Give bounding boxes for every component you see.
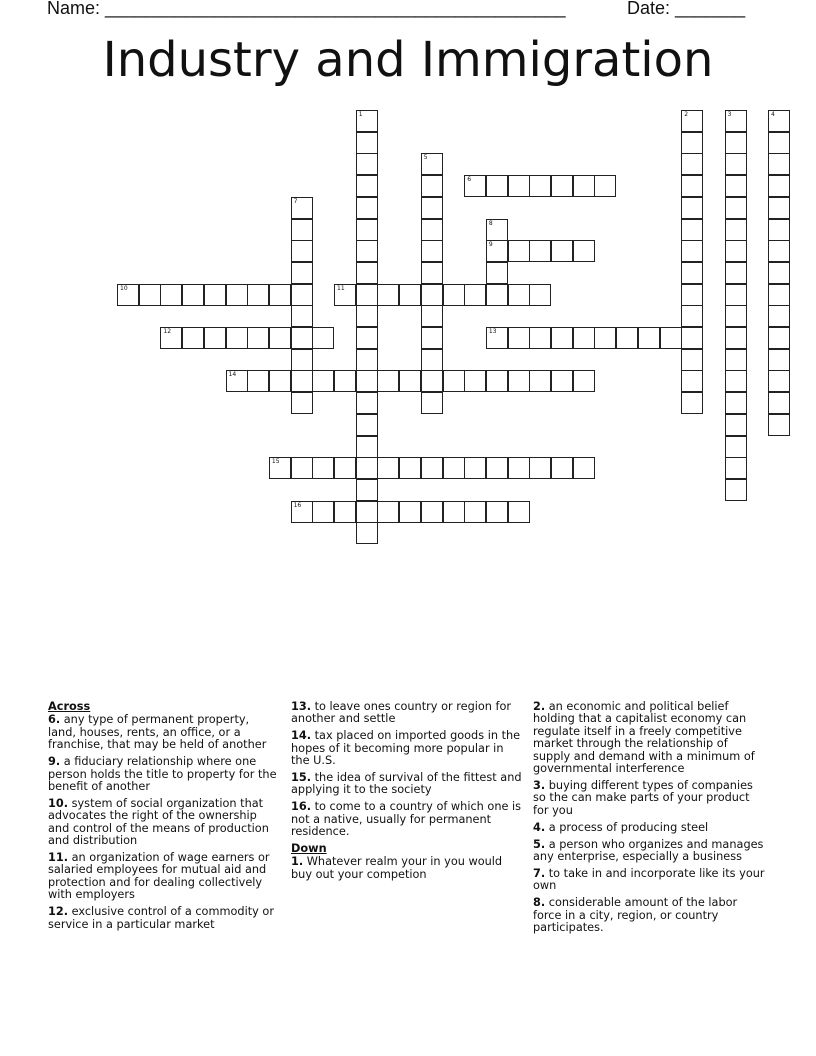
grid-cell[interactable] [421,284,443,306]
cell-number: 3 [727,111,732,118]
grid-cell[interactable] [681,392,703,414]
clues-column-3 [533,701,765,939]
grid-cell[interactable] [421,327,443,349]
grid-cell[interactable] [768,197,790,219]
grid-cell[interactable] [681,327,703,349]
grid-cell[interactable] [725,327,747,349]
grid-cell[interactable] [356,197,378,219]
grid-cell[interactable] [508,370,530,392]
grid-cell[interactable] [594,175,616,197]
grid-cell[interactable] [486,284,508,306]
cell-number: 12 [163,328,172,335]
clue-down-4 [533,822,765,834]
clue-text: the idea of survival of the fittest and applying it to the society [291,771,522,797]
cell-number: 5 [423,154,428,162]
clue-across-6 [48,714,280,751]
clue-number: 4. [533,820,546,834]
clue-number: 15. [291,771,312,785]
grid-cell[interactable] [681,110,703,132]
grid-cell[interactable] [334,501,356,523]
clue-across-14 [291,730,523,767]
grid-cell[interactable] [226,370,248,392]
grid-cell[interactable] [312,327,334,349]
grid-cell[interactable] [247,370,269,392]
grid-cell[interactable] [551,175,573,197]
grid-cell[interactable] [226,284,248,306]
clue-number: 6. [48,713,61,727]
grid-cell[interactable] [356,219,378,241]
grid-cell[interactable] [377,370,399,392]
grid-cell[interactable] [356,522,378,544]
cell-number: 1 [358,111,363,118]
grid-cell[interactable] [725,110,747,132]
clue-text: exclusive control of a commodity or service in a particular market [48,905,274,931]
grid-cell[interactable] [616,327,638,349]
across-heading: Across [48,700,91,713]
clue-text: Whatever realm your in you would buy out your competion [291,855,503,881]
grid-cell[interactable] [725,153,747,175]
clue-down-1 [291,856,523,881]
grid-cell[interactable] [681,197,703,219]
grid-cell[interactable] [551,327,573,349]
grid-cell[interactable] [291,349,313,371]
grid-cell[interactable] [508,240,530,262]
grid-cell[interactable] [421,153,443,175]
grid-cell[interactable] [356,284,378,306]
grid-cell[interactable] [204,284,226,306]
grid-cell[interactable] [486,240,508,262]
clue-number: 14. [291,729,312,743]
grid-cell[interactable] [464,284,486,306]
name-field[interactable]: Name: ______________________________________________ [47,0,566,18]
clue-number: 2. [533,700,546,713]
grid-cell[interactable] [529,370,551,392]
grid-cell[interactable] [356,262,378,284]
grid-cell[interactable] [725,240,747,262]
clue-across-16 [291,801,523,838]
grid-cell[interactable] [464,501,486,523]
grid-cell[interactable] [464,175,486,197]
grid-cell[interactable] [139,284,161,306]
grid-cell[interactable] [486,370,508,392]
grid-cell[interactable] [508,284,530,306]
grid-cell[interactable] [421,370,443,392]
cell-number: 15 [271,458,280,466]
grid-cell[interactable] [725,392,747,414]
grid-cell[interactable] [768,349,790,371]
grid-cell[interactable] [356,240,378,262]
grid-cell[interactable] [573,327,595,349]
grid-cell[interactable] [182,327,204,349]
grid-cell[interactable] [421,392,443,414]
grid-cell[interactable] [356,414,378,436]
grid-cell[interactable] [725,132,747,154]
grid-cell[interactable] [768,414,790,436]
grid-cell[interactable] [247,284,269,306]
clue-text: to leave ones country or region for another and settle [291,700,512,726]
grid-cell[interactable] [768,132,790,154]
grid-cell[interactable] [334,370,356,392]
clue-text: to come to a country of which one is not a native, usually for permanent residence. [291,800,522,839]
grid-cell[interactable] [551,457,573,479]
page-title: Industry and Immigration [102,32,714,88]
grid-cell[interactable] [269,284,291,306]
clue-text: system of social organization that advocates the right of the ownership and control of the means of production and distribution [48,796,269,848]
grid-cell[interactable] [269,457,291,479]
grid-cell[interactable] [681,370,703,392]
grid-cell[interactable] [768,305,790,327]
grid-cell[interactable] [356,392,378,414]
clue-number: 3. [533,778,546,792]
grid-cell[interactable] [291,392,313,414]
grid-cell[interactable] [356,327,378,349]
grid-cell[interactable] [638,327,660,349]
cell-number: 9 [488,241,493,249]
grid-cell[interactable] [725,479,747,501]
clue-number: 16. [291,800,312,814]
grid-cell[interactable] [551,370,573,392]
grid-cell[interactable] [573,370,595,392]
grid-cell[interactable] [725,457,747,479]
grid-cell[interactable] [725,175,747,197]
grid-cell[interactable] [768,284,790,306]
grid-cell[interactable] [464,370,486,392]
grid-cell[interactable] [312,501,334,523]
grid-cell[interactable] [356,457,378,479]
grid-cell[interactable] [421,501,443,523]
grid-cell[interactable] [464,457,486,479]
grid-cell[interactable] [768,110,790,132]
grid-cell[interactable] [486,219,508,241]
grid-cell[interactable] [421,262,443,284]
grid-cell[interactable] [681,284,703,306]
grid-cell[interactable] [334,284,356,306]
grid-cell[interactable] [529,240,551,262]
clue-text: a process of producing steel [548,820,709,834]
grid-cell[interactable] [269,370,291,392]
grid-cell[interactable] [312,370,334,392]
cell-number: 11 [337,284,345,292]
grid-cell[interactable] [529,175,551,197]
grid-cell[interactable] [291,501,313,523]
clue-across-15 [291,772,523,797]
grid-cell[interactable] [356,436,378,458]
clue-text: an organization of wage earners or salaried employees for mutual aid and protection and for dealing collectively with employers [48,850,270,902]
grid-cell[interactable] [117,284,139,306]
grid-cell[interactable] [551,240,573,262]
clue-text: a fiduciary relationship where one person holds the title to property for the benefit of another [48,755,277,793]
grid-cell[interactable] [399,501,421,523]
grid-cell[interactable] [486,327,508,349]
grid-cell[interactable] [725,414,747,436]
grid-cell[interactable] [681,262,703,284]
grid-cell[interactable] [356,175,378,197]
cell-number: 6 [467,176,472,184]
cell-number: 8 [488,219,493,227]
grid-cell[interactable] [681,349,703,371]
grid-cell[interactable] [681,175,703,197]
grid-cell[interactable] [768,370,790,392]
grid-cell[interactable] [573,175,595,197]
clues-column-2 [291,701,523,886]
grid-cell[interactable] [291,305,313,327]
clue-text: any type of permanent property, land, houses, rents, an office, or a franchise, that may be held of another [48,713,267,752]
grid-cell[interactable] [356,132,378,154]
grid-cell[interactable] [160,284,182,306]
grid-cell[interactable] [247,327,269,349]
cell-number: 7 [293,197,298,205]
grid-cell[interactable] [182,284,204,306]
grid-cell[interactable] [725,436,747,458]
clue-number: 12. [48,905,69,919]
clue-number: 7. [533,866,546,880]
grid-cell[interactable] [768,219,790,241]
grid-cell[interactable] [226,327,248,349]
grid-cell[interactable] [399,457,421,479]
clue-across-9 [48,756,280,793]
grid-cell[interactable] [291,240,313,262]
clue-down-5 [533,839,765,864]
cell-number: 10 [120,284,128,292]
grid-cell[interactable] [529,284,551,306]
clues-column-1 [48,701,280,935]
grid-cell[interactable] [291,457,313,479]
grid-cell[interactable] [660,327,682,349]
grid-cell[interactable] [508,457,530,479]
date-field[interactable]: Date: _______ [627,0,746,18]
clue-down-3 [533,780,765,817]
grid-cell[interactable] [573,240,595,262]
grid-cell[interactable] [594,327,616,349]
grid-cell[interactable] [269,327,291,349]
grid-cell[interactable] [768,392,790,414]
grid-cell[interactable] [421,175,443,197]
grid-cell[interactable] [291,327,313,349]
grid-cell[interactable] [421,305,443,327]
grid-cell[interactable] [725,197,747,219]
grid-cell[interactable] [768,175,790,197]
clue-text: tax placed on imported goods in the hopes of it becoming more popular in the U.S. [291,729,521,768]
grid-cell[interactable] [421,457,443,479]
grid-cell[interactable] [291,262,313,284]
grid-cell[interactable] [681,219,703,241]
grid-cell[interactable] [573,457,595,479]
clue-text: a person who organizes and manages any enterprise, especially a business [533,837,764,863]
clue-across-13 [291,701,523,726]
clue-down-8 [533,897,765,934]
grid-cell[interactable] [334,457,356,479]
grid-cell[interactable] [768,327,790,349]
clue-number: 11. [48,850,69,864]
grid-cell[interactable] [768,153,790,175]
clue-text: an economic and political belief holding that a capitalist economy can regulate itself in a freely competitive market through the relationship of supply and demand with a minimum of governmental interference [533,700,755,776]
grid-cell[interactable] [681,240,703,262]
grid-cell[interactable] [768,262,790,284]
grid-cell[interactable] [291,197,313,219]
grid-cell[interactable] [291,219,313,241]
grid-cell[interactable] [443,501,465,523]
cell-number: 14 [228,371,237,379]
clue-text: considerable amount of the labor force in a city, region, or country participates. [533,896,738,934]
clue-across-11 [48,852,280,902]
cell-number: 2 [684,111,689,118]
grid-cell[interactable] [725,219,747,241]
grid-cell[interactable] [725,284,747,306]
clue-number: 10. [48,796,69,810]
grid-cell[interactable] [529,327,551,349]
grid-cell[interactable] [725,370,747,392]
grid-cell[interactable] [377,457,399,479]
grid-cell[interactable] [312,457,334,479]
grid-cell[interactable] [399,284,421,306]
clue-down-7 [533,868,765,893]
grid-cell[interactable] [681,153,703,175]
grid-cell[interactable] [421,240,443,262]
grid-cell[interactable] [443,370,465,392]
grid-cell[interactable] [508,327,530,349]
grid-cell[interactable] [356,370,378,392]
grid-cell[interactable] [725,349,747,371]
grid-cell[interactable] [486,262,508,284]
grid-cell[interactable] [486,175,508,197]
cell-number: 4 [771,111,775,118]
clue-across-10 [48,798,280,848]
clue-number: 1. [291,855,304,869]
grid-cell[interactable] [443,457,465,479]
cell-number: 16 [293,501,302,509]
clue-text: to take in and incorporate like its your own [533,866,765,893]
clue-number: 5. [533,837,546,851]
grid-cell[interactable] [377,284,399,306]
grid-cell[interactable] [204,327,226,349]
clue-text: buying different types of companies so the can make parts of your product for you [533,778,753,817]
grid-cell[interactable] [356,479,378,501]
grid-cell[interactable] [291,284,313,306]
grid-cell[interactable] [421,197,443,219]
grid-cell[interactable] [768,240,790,262]
grid-cell[interactable] [356,110,378,132]
grid-cell[interactable] [725,305,747,327]
cell-number: 13 [488,328,497,335]
grid-cell[interactable] [486,501,508,523]
grid-cell[interactable] [508,501,530,523]
grid-cell[interactable] [486,457,508,479]
grid-cell[interactable] [160,327,182,349]
clue-number: 13. [291,700,312,713]
grid-cell[interactable] [356,501,378,523]
clue-down-2 [533,701,765,775]
down-heading: Down [291,842,327,856]
grid-cell[interactable] [529,457,551,479]
grid-cell[interactable] [291,370,313,392]
grid-cell[interactable] [377,501,399,523]
grid-cell[interactable] [725,262,747,284]
grid-cell[interactable] [681,305,703,327]
clue-number: 9. [48,755,61,769]
grid-cell[interactable] [681,132,703,154]
clue-across-12 [48,906,280,931]
grid-cell[interactable] [443,284,465,306]
grid-cell[interactable] [421,219,443,241]
grid-cell[interactable] [356,153,378,175]
clue-number: 8. [533,896,546,910]
grid-cell[interactable] [399,370,421,392]
grid-cell[interactable] [356,349,378,371]
grid-cell[interactable] [356,305,378,327]
grid-cell[interactable] [508,175,530,197]
grid-cell[interactable] [421,349,443,371]
